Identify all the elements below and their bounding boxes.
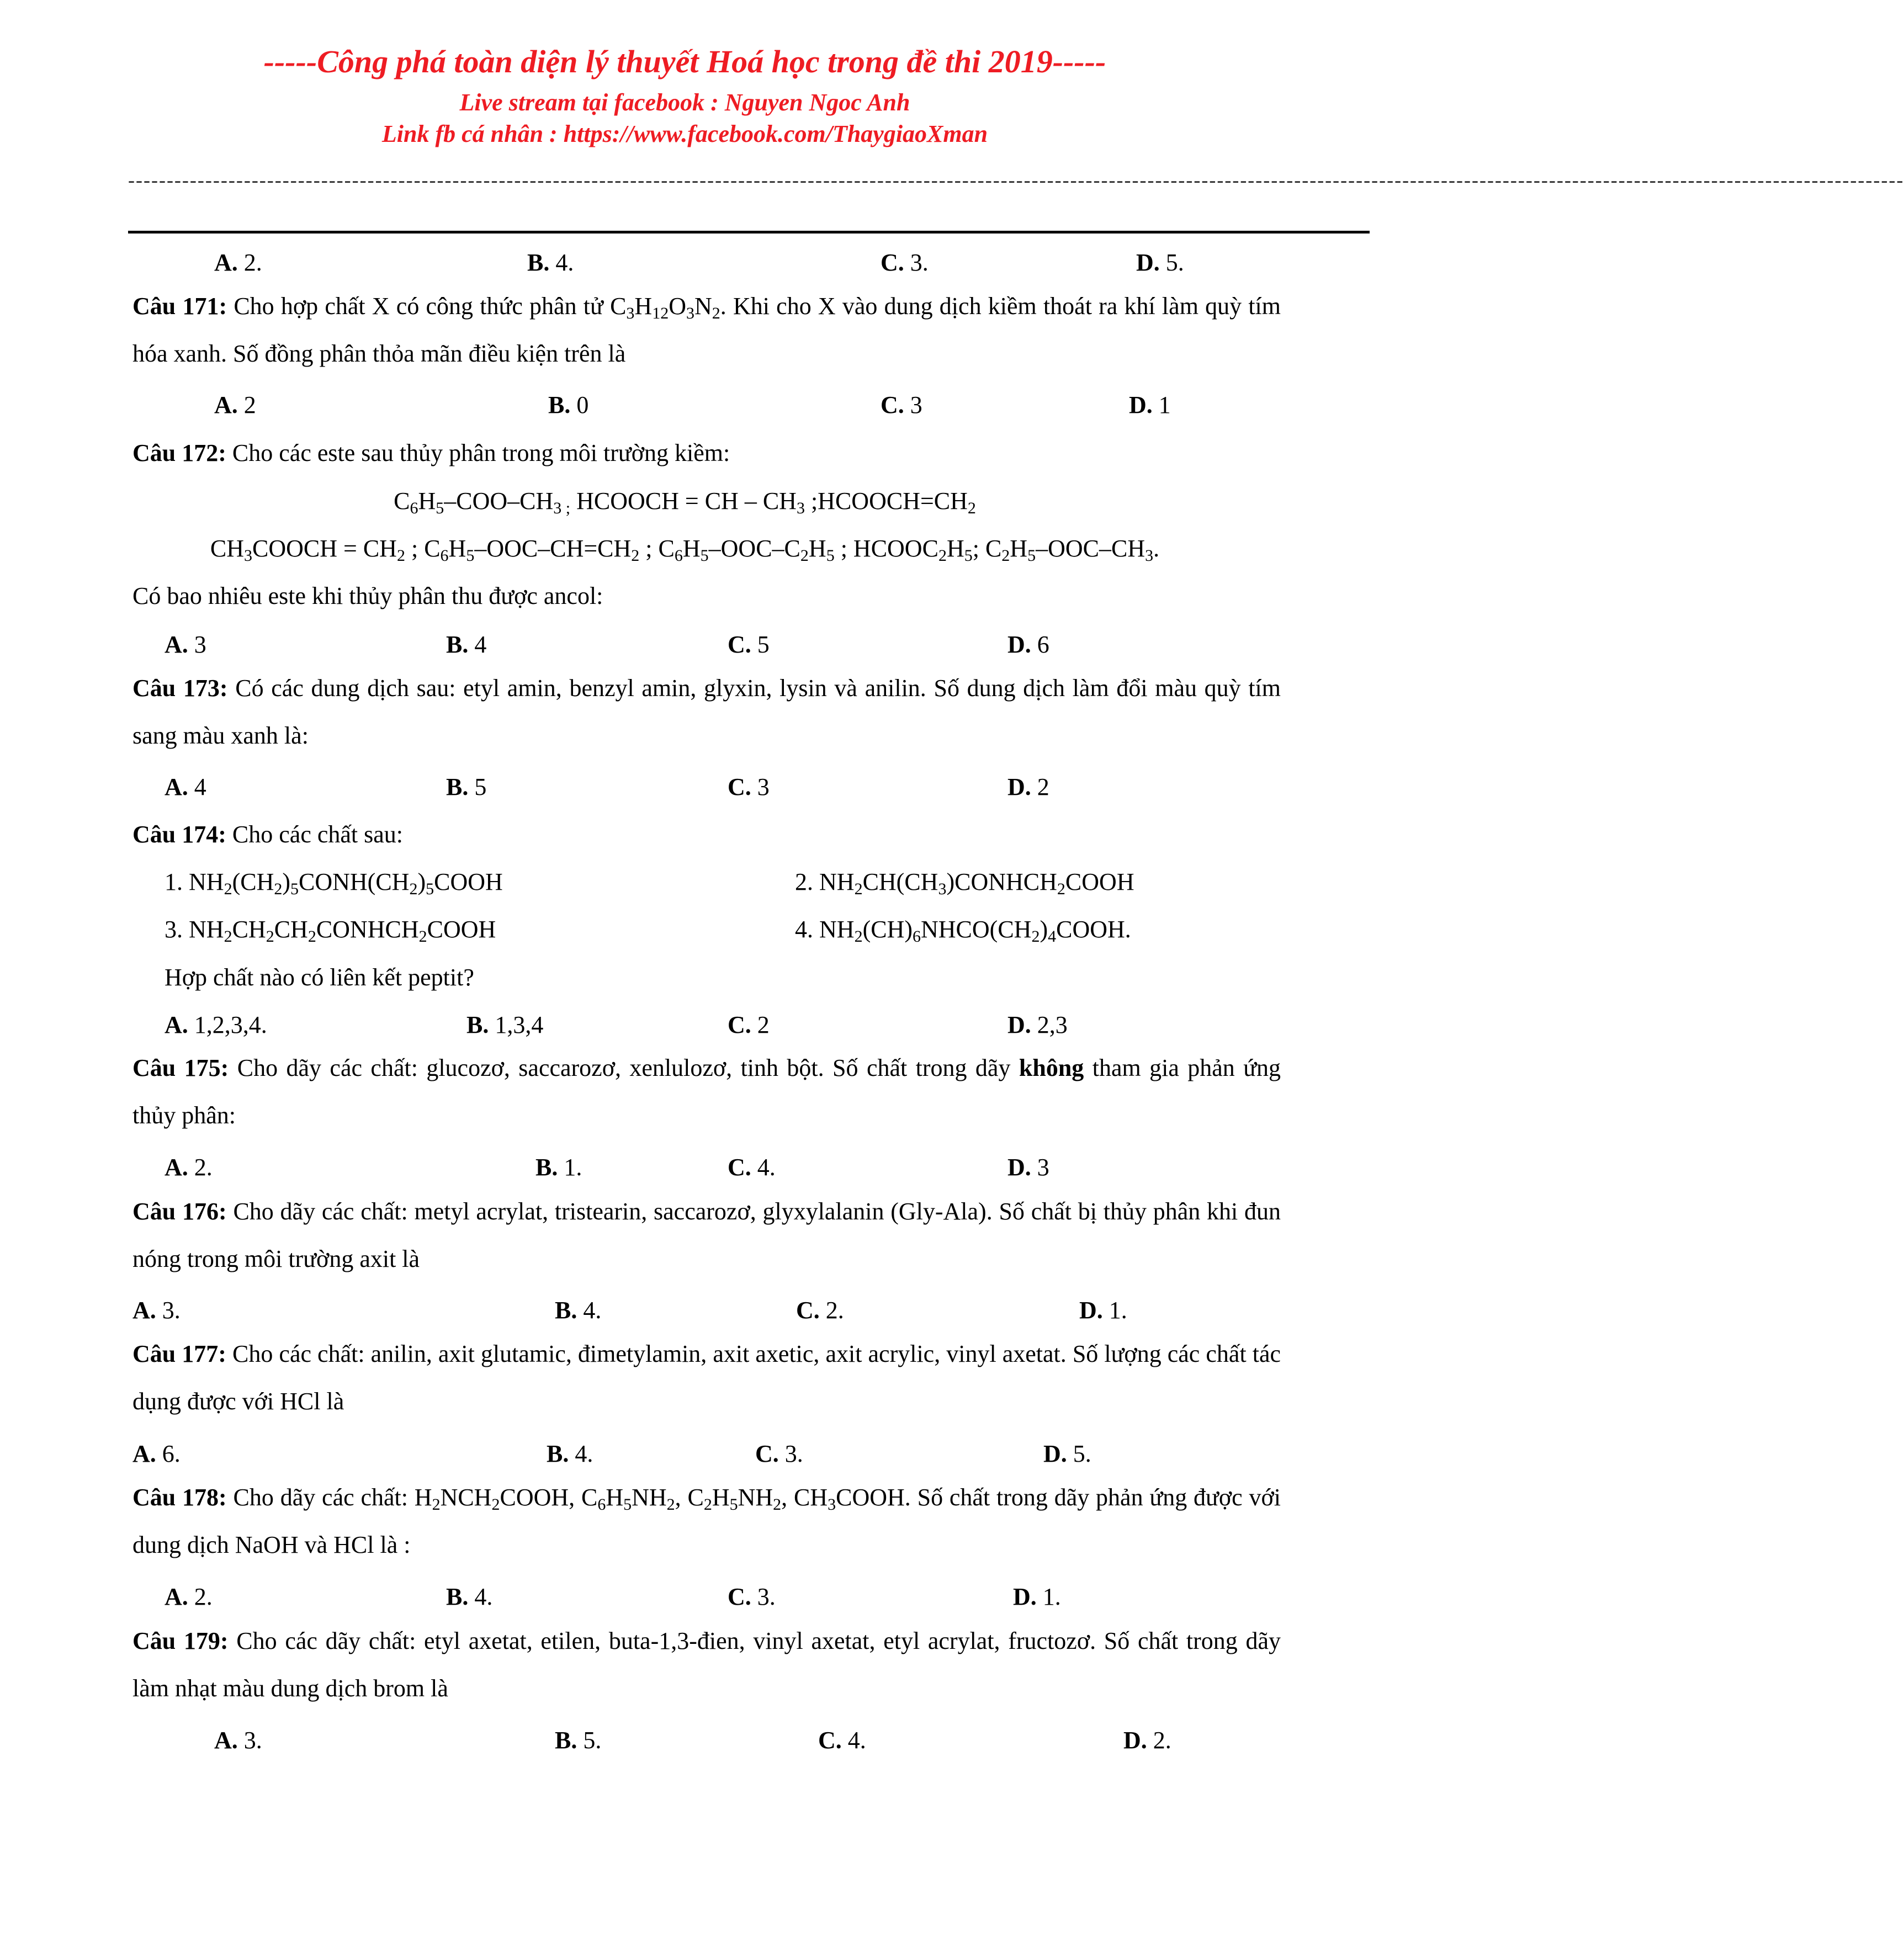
q176-text: Câu 176: Cho dãy các chất: metyl acrylat, tristearin, saccarozơ, glyxylalanin (Gly-Ala). Số chất bị thủy phân khi đun nóng trong môi trường axit là [132,1198,1281,1272]
q172-text: Câu 172: Cho các este sau thủy phân trong môi trường kiềm: [132,439,730,466]
q177-option-d: D. 5. [1043,1440,1091,1467]
q174-text: Câu 174: Cho các chất sau: [132,821,404,848]
header-title: -----Công phá toàn diện lý thuyết Hoá học trong đề thi 2019----- [263,44,1106,79]
q175-text: Câu 175: Cho dãy các chất: glucozơ, saccarozơ, xenlulozơ, tinh bột. Số chất trong dãy không tham gia phản ứng thủy phân: [132,1054,1281,1129]
q170-option-b: B. 4. [527,249,574,276]
q178-option-a: A. 2. [165,1583,213,1610]
q174-question: Hợp chất nào có liên kết peptit? [165,964,474,991]
q171-option-c: C. 3 [881,391,922,418]
header-live: Live stream tại facebook : Nguyen Ngoc Anh [459,89,910,116]
q177-option-b: B. 4. [547,1440,593,1467]
q178-text: Câu 178: Cho dãy các chất: $H_2NCH_2COOH$, $C_6H_5NH_2$, $C_2H_5NH_2$, $CH_3COOH$. Số chất trong dãy phản ứng được với dung dịch NaOH và HCl là : [132,1484,1281,1558]
q172-option-c: C. 5 [728,631,770,658]
header-rule [128,231,1370,233]
q177-text: Câu 177: Cho các chất: anilin, axit glutamic, đimetylamin, axit axetic, axit acrylic, vinyl axetat. Số lượng các chất tác dụng được với HCl là [132,1340,1281,1415]
q172-option-b: B. 4 [446,631,487,658]
q173-option-d: D. 2 [1007,773,1049,800]
q179-option-d: D. 2. [1123,1727,1171,1754]
dashed-separator: -------------------------------------------------------------------------------------------------------------------------------------------------------------------------------------------------------------------------------------- [128,169,1904,191]
q173-option-a: A. 4 [165,773,206,800]
q170-option-a: A. 2. [214,249,262,276]
q174-option-b: B. 1,3,4 [466,1011,544,1038]
q174-option-4: 4. $NH_2(CH)_6NHCO(CH_2)_4COOH$. [795,916,1131,946]
q176-option-a: A. 3. [132,1297,181,1324]
q172-question: Có bao nhiêu este khi thủy phân thu được ancol: [132,582,603,609]
q179-option-b: B. 5. [555,1727,602,1754]
q176-option-b: B. 4. [555,1297,602,1324]
q175-option-a: A. 2. [165,1154,213,1181]
q172-option-d: D. 6 [1007,631,1049,658]
q172-formula-line-1: $C_6H_5-COO-CH_{3 ;}$ HCOOCH = CH – $CH_3$ $;HCOOCH=CH_2$ [394,487,976,517]
q171-option-a: A. 2 [214,391,256,418]
header-link: Link fb cá nhân : https://www.facebook.com/ThaygiaoXman [381,120,988,147]
q179-option-c: C. 4. [818,1727,866,1754]
q171-option-d: D. 1 [1129,391,1171,418]
q177-option-a: A. 6. [132,1440,181,1467]
q170-option-d: D. 5. [1136,249,1184,276]
q176-option-d: D. 1. [1079,1297,1127,1324]
q171-option-b: B. 0 [548,391,589,418]
q174-option-c: C. 2 [728,1011,770,1038]
q174-option-a: A. 1,2,3,4. [165,1011,267,1038]
q175-option-b: B. 1. [535,1154,582,1181]
q179-option-a: A. 3. [214,1727,262,1754]
q178-option-d: D. 1. [1013,1583,1061,1610]
q174-option-d: D. 2,3 [1007,1011,1068,1038]
q177-option-c: C. 3. [755,1440,803,1467]
q179-text: Câu 179: Cho các dãy chất: etyl axetat, etilen, buta-1,3-đien, vinyl axetat, etyl acrylat, fructozơ. Số chất trong dãy làm nhạt màu dung dịch brom là [132,1627,1281,1702]
q172-formula-line-2: $CH_3COOCH = CH_2$ ; $C_6H_5-OOC-CH=CH_2$ ; $C_6H_5-OOC-C_2H_5$ ; $HCOOC_2H_5$; $C_2H_5-OOC-CH_3$. [210,535,1160,565]
q174-option-2: 2. $NH_2CH(CH_3)CONHCH_2COOH$ [795,868,1134,898]
q170-option-c: C. 3. [881,249,929,276]
q178-option-b: B. 4. [446,1583,493,1610]
q173-option-c: C. 3 [728,773,770,800]
q171-text: Câu 171: Cho hợp chất X có công thức phân tử $C_3H_{12}O_3N_2$. Khi cho X vào dung dịch kiềm thoát ra khí làm quỳ tím hóa xanh. Số đồng phân thỏa mãn điều kiện trên là [132,293,1281,367]
q173-option-b: B. 5 [446,773,487,800]
q175-option-c: C. 4. [728,1154,776,1181]
q172-option-a: A. 3 [165,631,206,658]
q174-option-3: 3. $NH_2CH_2CH_2CONHCH_2COOH$ [165,916,496,946]
q173-text: Câu 173: Có các dung dịch sau: etyl amin, benzyl amin, glyxin, lysin và anilin. Số dung dịch làm đổi màu quỳ tím sang màu xanh là: [132,675,1281,749]
q175-option-d: D. 3 [1007,1154,1049,1181]
q178-option-c: C. 3. [728,1583,776,1610]
q176-option-c: C. 2. [796,1297,844,1324]
q174-option-1: 1. $NH_2(CH_2)_5CONH(CH_2)_5COOH$ [165,868,503,898]
